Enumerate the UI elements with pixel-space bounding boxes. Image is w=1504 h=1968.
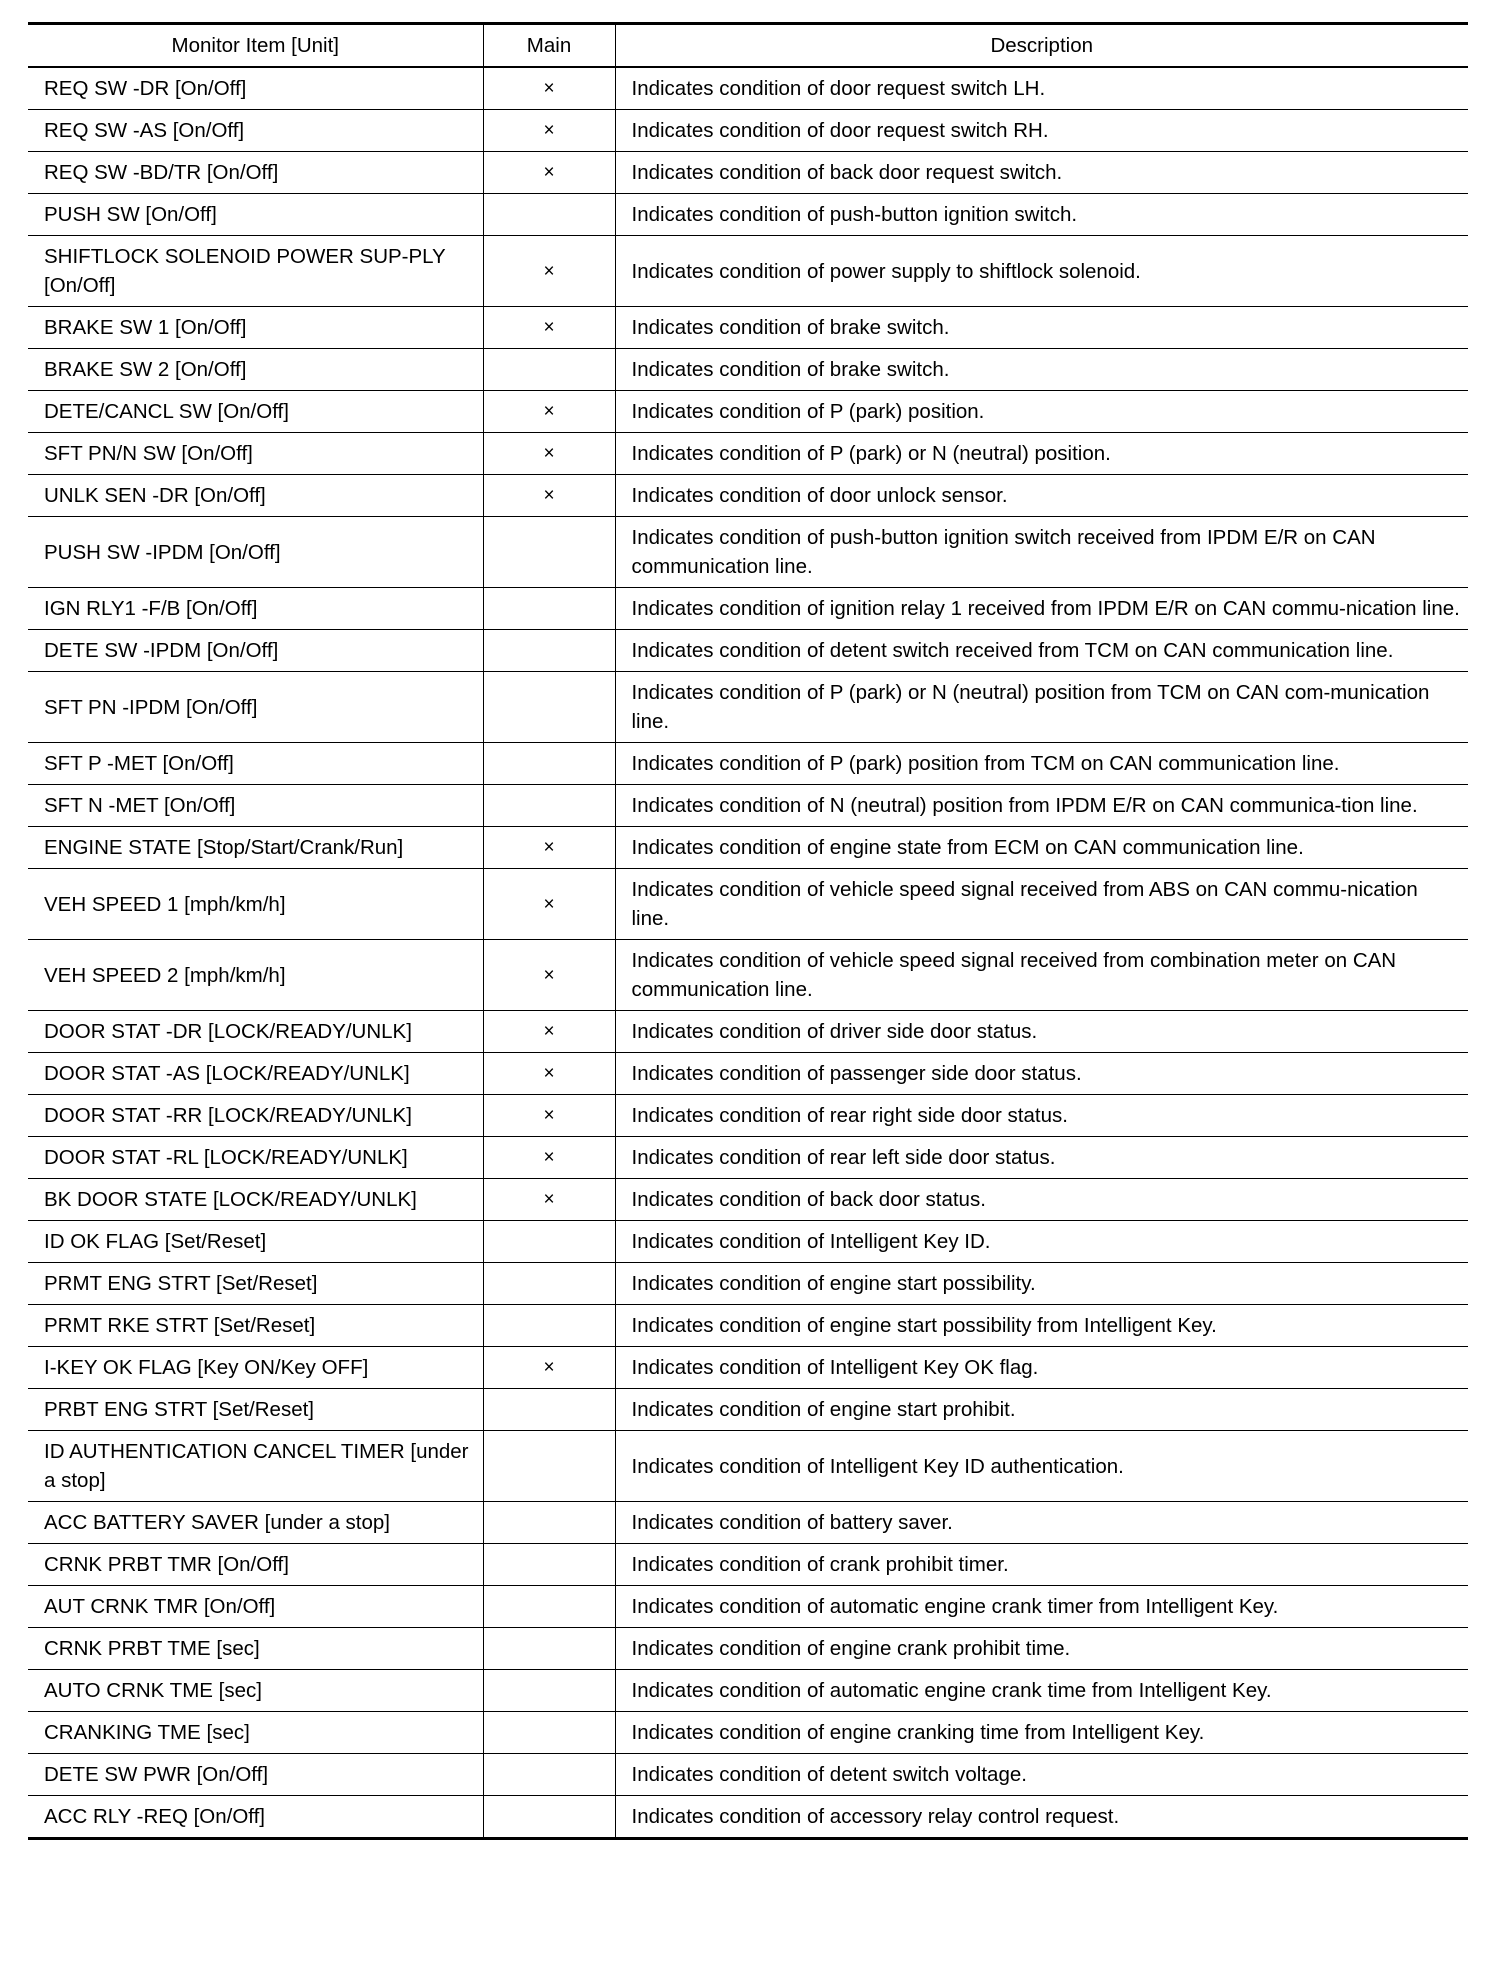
main-mark-cell: [483, 1670, 615, 1712]
monitor-item-table: [28, 22, 1468, 1840]
description-cell: Indicates condition of brake switch.: [615, 307, 1468, 349]
description-cell: Indicates condition of back door status.: [615, 1179, 1468, 1221]
monitor-item-cell: ENGINE STATE [Stop/Start/Crank/Run]: [28, 827, 483, 869]
main-mark-cell: [483, 1628, 615, 1670]
main-mark-cell: [483, 1754, 615, 1796]
table-body: [28, 67, 1468, 1839]
table-row: [28, 743, 1468, 785]
monitor-item-cell: CRANKING TME [sec]: [28, 1712, 483, 1754]
description-cell: Indicates condition of engine cranking time from Intelligent Key.: [615, 1712, 1468, 1754]
description-cell: Indicates condition of vehicle speed signal received from combination meter on CAN communication line.: [615, 940, 1468, 1011]
main-mark-cell: ×: [483, 827, 615, 869]
monitor-item-cell: ACC BATTERY SAVER [under a stop]: [28, 1502, 483, 1544]
header-main: Main: [483, 24, 615, 68]
table-row: [28, 433, 1468, 475]
monitor-item-cell: DETE SW PWR [On/Off]: [28, 1754, 483, 1796]
main-mark-cell: [483, 630, 615, 672]
main-mark-cell: [483, 588, 615, 630]
description-cell: Indicates condition of Intelligent Key OK flag.: [615, 1347, 1468, 1389]
table-row: [28, 475, 1468, 517]
description-cell: Indicates condition of engine start possibility.: [615, 1263, 1468, 1305]
main-mark-cell: [483, 1586, 615, 1628]
monitor-item-cell: SHIFTLOCK SOLENOID POWER SUP-PLY [On/Off]: [28, 236, 483, 307]
table-row: [28, 1389, 1468, 1431]
monitor-item-cell: REQ SW -AS [On/Off]: [28, 110, 483, 152]
main-mark-cell: [483, 1796, 615, 1839]
monitor-item-cell: SFT PN -IPDM [On/Off]: [28, 672, 483, 743]
table-row: [28, 1053, 1468, 1095]
table-row: [28, 1221, 1468, 1263]
main-mark-cell: ×: [483, 236, 615, 307]
main-mark-cell: ×: [483, 67, 615, 110]
main-mark-cell: ×: [483, 152, 615, 194]
monitor-item-cell: ID OK FLAG [Set/Reset]: [28, 1221, 483, 1263]
description-cell: Indicates condition of engine crank prohibit time.: [615, 1628, 1468, 1670]
monitor-item-cell: REQ SW -BD/TR [On/Off]: [28, 152, 483, 194]
monitor-item-cell: REQ SW -DR [On/Off]: [28, 67, 483, 110]
main-mark-cell: [483, 349, 615, 391]
monitor-item-cell: DOOR STAT -DR [LOCK/READY/UNLK]: [28, 1011, 483, 1053]
table-row: [28, 1586, 1468, 1628]
main-mark-cell: ×: [483, 307, 615, 349]
main-mark-cell: ×: [483, 110, 615, 152]
table-row: [28, 1095, 1468, 1137]
description-cell: Indicates condition of battery saver.: [615, 1502, 1468, 1544]
main-mark-cell: [483, 1389, 615, 1431]
table-row: [28, 827, 1468, 869]
description-cell: Indicates condition of P (park) position.: [615, 391, 1468, 433]
description-cell: Indicates condition of P (park) position from TCM on CAN communication line.: [615, 743, 1468, 785]
monitor-item-cell: ID AUTHENTICATION CANCEL TIMER [under a stop]: [28, 1431, 483, 1502]
monitor-item-cell: PRMT ENG STRT [Set/Reset]: [28, 1263, 483, 1305]
table-row: [28, 630, 1468, 672]
description-cell: Indicates condition of detent switch received from TCM on CAN communication line.: [615, 630, 1468, 672]
table-row: [28, 67, 1468, 110]
monitor-item-cell: BK DOOR STATE [LOCK/READY/UNLK]: [28, 1179, 483, 1221]
table-row: [28, 349, 1468, 391]
table-row: [28, 1263, 1468, 1305]
monitor-item-cell: DOOR STAT -RR [LOCK/READY/UNLK]: [28, 1095, 483, 1137]
table-row: [28, 1712, 1468, 1754]
main-mark-cell: [483, 1712, 615, 1754]
monitor-item-cell: UNLK SEN -DR [On/Off]: [28, 475, 483, 517]
monitor-item-cell: DETE SW -IPDM [On/Off]: [28, 630, 483, 672]
description-cell: Indicates condition of passenger side door status.: [615, 1053, 1468, 1095]
description-cell: Indicates condition of engine start prohibit.: [615, 1389, 1468, 1431]
monitor-item-cell: PRBT ENG STRT [Set/Reset]: [28, 1389, 483, 1431]
monitor-item-cell: BRAKE SW 2 [On/Off]: [28, 349, 483, 391]
main-mark-cell: [483, 1263, 615, 1305]
table-row: [28, 869, 1468, 940]
table-row: [28, 391, 1468, 433]
monitor-item-cell: SFT N -MET [On/Off]: [28, 785, 483, 827]
monitor-item-cell: AUTO CRNK TME [sec]: [28, 1670, 483, 1712]
table-row: [28, 940, 1468, 1011]
main-mark-cell: ×: [483, 391, 615, 433]
monitor-item-cell: PUSH SW [On/Off]: [28, 194, 483, 236]
table-header-row: [28, 24, 1468, 68]
monitor-item-cell: AUT CRNK TMR [On/Off]: [28, 1586, 483, 1628]
description-cell: Indicates condition of automatic engine crank timer from Intelligent Key.: [615, 1586, 1468, 1628]
table-row: [28, 1628, 1468, 1670]
main-mark-cell: ×: [483, 1011, 615, 1053]
description-cell: Indicates condition of vehicle speed signal received from ABS on CAN commu-nication line.: [615, 869, 1468, 940]
table-row: [28, 236, 1468, 307]
main-mark-cell: [483, 1431, 615, 1502]
description-cell: Indicates condition of push-button ignition switch.: [615, 194, 1468, 236]
monitor-item-cell: I-KEY OK FLAG [Key ON/Key OFF]: [28, 1347, 483, 1389]
table-row: [28, 194, 1468, 236]
monitor-item-cell: DOOR STAT -RL [LOCK/READY/UNLK]: [28, 1137, 483, 1179]
monitor-item-cell: PRMT RKE STRT [Set/Reset]: [28, 1305, 483, 1347]
description-cell: Indicates condition of ignition relay 1 received from IPDM E/R on CAN commu-nication line.: [615, 588, 1468, 630]
main-mark-cell: ×: [483, 433, 615, 475]
description-cell: Indicates condition of back door request switch.: [615, 152, 1468, 194]
table-row: [28, 1431, 1468, 1502]
description-cell: Indicates condition of Intelligent Key ID.: [615, 1221, 1468, 1263]
main-mark-cell: [483, 785, 615, 827]
table-row: [28, 785, 1468, 827]
monitor-item-cell: SFT PN/N SW [On/Off]: [28, 433, 483, 475]
table-row: [28, 1179, 1468, 1221]
main-mark-cell: [483, 1544, 615, 1586]
main-mark-cell: [483, 1502, 615, 1544]
main-mark-cell: [483, 517, 615, 588]
table-row: [28, 517, 1468, 588]
monitor-item-cell: SFT P -MET [On/Off]: [28, 743, 483, 785]
monitor-item-cell: BRAKE SW 1 [On/Off]: [28, 307, 483, 349]
description-cell: Indicates condition of engine start possibility from Intelligent Key.: [615, 1305, 1468, 1347]
table-row: [28, 1670, 1468, 1712]
table-row: [28, 672, 1468, 743]
description-cell: Indicates condition of driver side door status.: [615, 1011, 1468, 1053]
description-cell: Indicates condition of rear right side door status.: [615, 1095, 1468, 1137]
main-mark-cell: ×: [483, 475, 615, 517]
table-row: [28, 1754, 1468, 1796]
description-cell: Indicates condition of door request switch LH.: [615, 67, 1468, 110]
monitor-item-cell: IGN RLY1 -F/B [On/Off]: [28, 588, 483, 630]
monitor-item-cell: CRNK PRBT TME [sec]: [28, 1628, 483, 1670]
table-row: [28, 1796, 1468, 1839]
description-cell: Indicates condition of door request switch RH.: [615, 110, 1468, 152]
description-cell: Indicates condition of N (neutral) position from IPDM E/R on CAN communica-tion line.: [615, 785, 1468, 827]
main-mark-cell: ×: [483, 1137, 615, 1179]
description-cell: Indicates condition of engine state from ECM on CAN communication line.: [615, 827, 1468, 869]
description-cell: Indicates condition of Intelligent Key ID authentication.: [615, 1431, 1468, 1502]
table-row: [28, 152, 1468, 194]
monitor-item-cell: CRNK PRBT TMR [On/Off]: [28, 1544, 483, 1586]
description-cell: Indicates condition of push-button ignition switch received from IPDM E/R on CAN communication line.: [615, 517, 1468, 588]
description-cell: Indicates condition of P (park) or N (neutral) position from TCM on CAN com-munication line.: [615, 672, 1468, 743]
main-mark-cell: [483, 194, 615, 236]
table-row: [28, 1544, 1468, 1586]
description-cell: Indicates condition of power supply to shiftlock solenoid.: [615, 236, 1468, 307]
table-row: [28, 1347, 1468, 1389]
monitor-item-cell: VEH SPEED 1 [mph/km/h]: [28, 869, 483, 940]
table-row: [28, 307, 1468, 349]
table-row: [28, 1011, 1468, 1053]
table-row: [28, 1137, 1468, 1179]
main-mark-cell: [483, 743, 615, 785]
main-mark-cell: ×: [483, 1179, 615, 1221]
description-cell: Indicates condition of brake switch.: [615, 349, 1468, 391]
main-mark-cell: [483, 1221, 615, 1263]
table-row: [28, 1305, 1468, 1347]
main-mark-cell: ×: [483, 1347, 615, 1389]
monitor-item-cell: VEH SPEED 2 [mph/km/h]: [28, 940, 483, 1011]
table-row: [28, 588, 1468, 630]
description-cell: Indicates condition of rear left side door status.: [615, 1137, 1468, 1179]
main-mark-cell: ×: [483, 940, 615, 1011]
description-cell: Indicates condition of crank prohibit timer.: [615, 1544, 1468, 1586]
main-mark-cell: ×: [483, 1095, 615, 1137]
monitor-item-cell: ACC RLY -REQ [On/Off]: [28, 1796, 483, 1839]
table-row: [28, 1502, 1468, 1544]
description-cell: Indicates condition of accessory relay control request.: [615, 1796, 1468, 1839]
description-cell: Indicates condition of P (park) or N (neutral) position.: [615, 433, 1468, 475]
description-cell: Indicates condition of door unlock sensor.: [615, 475, 1468, 517]
main-mark-cell: ×: [483, 1053, 615, 1095]
main-mark-cell: ×: [483, 869, 615, 940]
header-description: Description: [615, 24, 1468, 68]
monitor-item-cell: PUSH SW -IPDM [On/Off]: [28, 517, 483, 588]
monitor-item-cell: DOOR STAT -AS [LOCK/READY/UNLK]: [28, 1053, 483, 1095]
monitor-item-cell: DETE/CANCL SW [On/Off]: [28, 391, 483, 433]
main-mark-cell: [483, 672, 615, 743]
header-monitor-item: Monitor Item [Unit]: [28, 24, 483, 68]
table-row: [28, 110, 1468, 152]
description-cell: Indicates condition of detent switch voltage.: [615, 1754, 1468, 1796]
description-cell: Indicates condition of automatic engine crank time from Intelligent Key.: [615, 1670, 1468, 1712]
main-mark-cell: [483, 1305, 615, 1347]
